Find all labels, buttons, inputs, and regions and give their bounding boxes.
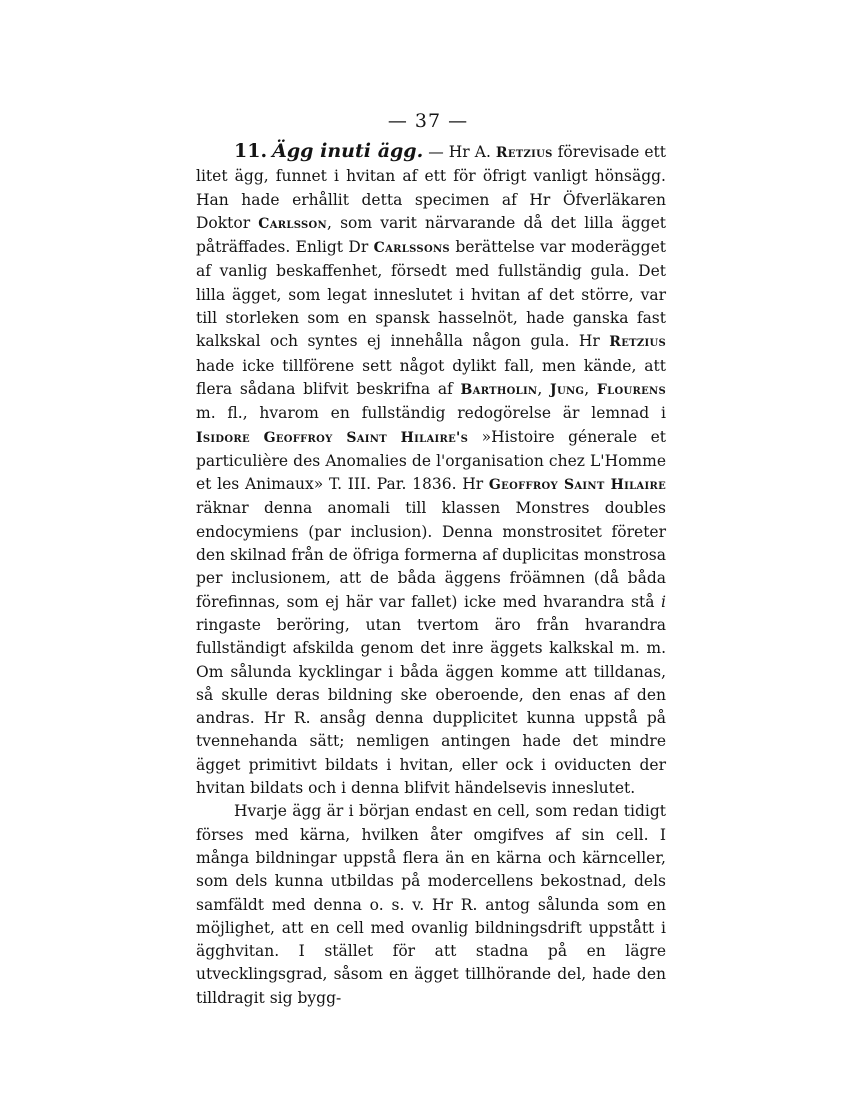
person-name: Flourens	[596, 381, 666, 398]
person-name: Carlssons	[373, 240, 450, 257]
text-run: hade icke tillförene sett något dylikt fall, men kände, att flera sådana blifvit beskrifna af	[196, 356, 666, 398]
person-name: Retzius	[495, 145, 553, 161]
person-name: Geoffroy Saint Hilaire	[488, 477, 666, 494]
text-run: »Histoire génerale et particulière des Anomalies de l'organisation chez L'Homme et les Animaux» T. III. Par. 1836. Hr	[196, 427, 666, 494]
person-name: Retzius	[609, 334, 666, 351]
text-run: förevisade ett litet ägg, funnet i hvitan af ett för öfrigt vanligt hönsägg. Han hade erhållit detta specimen af Hr Öfverläkaren Doktor	[196, 143, 666, 232]
paragraph-1	[196, 140, 666, 800]
text-run: m. fl., hvarom en fullständig redogörelse är lemnad i	[196, 404, 666, 423]
italic-word: i	[661, 592, 666, 611]
person-name: Bartholin	[460, 381, 538, 398]
paragraph-2: Hvarje ägg är i början endast en cell, som redan tidigt förses med kärna, hvilken åter omgifves af sin cell. I många bildningar uppstå flera än en kärna och kärnceller, som dels kunna utbildas på modercellens bekostnad, dels samfäldt med denna o. s. v. Hr R. antog sålunda som en möjlighet, att en cell med ovanlig bildningsdrift uppstått i ägghvitan. I stället för att stadna på en lägre utvecklingsgrad, såsom en ägget tillhörande del, hade den tilldragit sig bygg-	[196, 802, 666, 1007]
document-body	[196, 140, 666, 1010]
text-run: räknar denna anomali till klassen Monstres doubles endocymiens (par inclusion). Denna monstrositet företer den skilnad från de öfriga formerna af duplicitas monstrosa per inclusionem, att de båda äggens fröämnen (då båda förefinnas, som ej här var fallet) icke med hvarandra stå	[196, 499, 666, 611]
section-number: 11.	[234, 140, 268, 162]
text-run: , som varit närvarande då det lilla ägget påträffades. Enligt Dr	[196, 213, 666, 257]
text-run: ringaste beröring, utan tvertom äro från hvarandra fullständigt afskilda genom det inre äggets kalkskal m. m. Om sålunda kycklingar i båda äggen komme att tilldanas, så skulle deras bildning ske oberoende, den enas af den andras. Hr R. ansåg denna dupplicitet kunna uppstå på tvennehanda sätt; nemligen antingen hade det mindre ägget primitivt bildats i hvitan, eller ock i oviducten der hvitan bildats och i denna blifvit händelsevis inneslutet.	[196, 615, 666, 798]
person-name: Carlsson	[258, 215, 327, 232]
text-run: berättelse var moderägget af vanlig beskaffenhet, försedt med fullständig gula. Det lilla ägget, som legat inneslutet i hvitan af det större, var till storleken som en spansk hasselnöt, hade ganska fast kalkskal och syntes ej innehålla någon gula. Hr	[196, 238, 666, 351]
text-run: — Hr A.	[423, 143, 496, 161]
person-name: Isidore Geoffroy Saint Hilaire's	[196, 429, 469, 446]
section-title: Ägg inuti ägg.	[272, 140, 424, 162]
text-run: ,	[537, 379, 551, 398]
text-run: ,	[584, 379, 597, 398]
page-number: — 37 —	[387, 110, 469, 132]
person-name: Jung	[550, 381, 585, 398]
